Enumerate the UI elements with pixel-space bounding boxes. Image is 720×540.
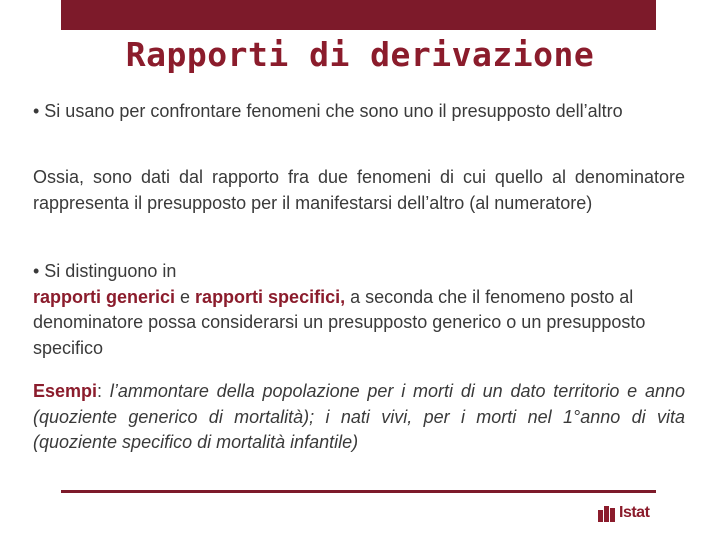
istat-logo-text: Istat	[619, 504, 650, 521]
conjunction: e	[175, 286, 196, 307]
examples-colon: :	[97, 381, 110, 401]
term-generic-ratios: rapporti generici	[33, 286, 176, 307]
bottom-divider	[61, 490, 656, 493]
bullet-distinction	[33, 259, 685, 361]
examples-paragraph	[33, 379, 685, 456]
bullet-distinction-intro: • Si distinguono in	[33, 261, 177, 281]
term-specific-ratios: rapporti specifici,	[195, 286, 346, 307]
istat-logo	[598, 502, 649, 524]
slide-title: Rapporti di derivazione	[125, 35, 595, 74]
top-banner-bar	[61, 0, 656, 30]
definition-paragraph: Ossia, sono dati dal rapporto fra due fenomeni di cui quello al denominatore rappresenta il presupposto per il manifestarsi dell’altro (al numeratore)	[33, 167, 685, 213]
examples-text: l’ammontare della popolazione per i morti di un dato territorio e anno (quoziente generico di mortalità); i nati vivi, per i morti nel 1°anno di vita (quoziente specifico di mortalità infantile)	[33, 381, 685, 452]
bullet-usage: • Si usano per confrontare fenomeni che sono uno il presupposto dell’altro	[33, 101, 623, 121]
bullet-distinction-rest: a seconda che il fenomeno posto al denominatore possa considerarsi un presupposto generico o un presupposto specifico	[33, 286, 646, 358]
examples-label: Esempi	[33, 381, 98, 401]
istat-logo-icon	[598, 504, 615, 522]
